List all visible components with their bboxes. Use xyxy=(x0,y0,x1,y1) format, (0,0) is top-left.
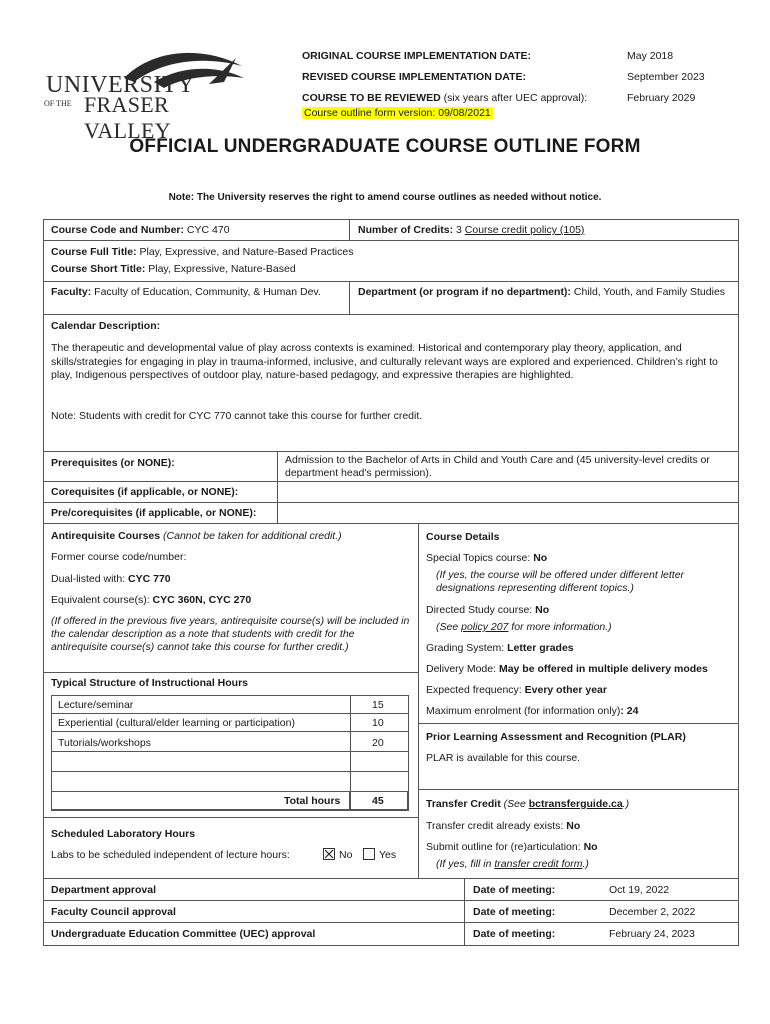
revised-date-value: September 2023 xyxy=(627,71,705,83)
credit-policy-link[interactable]: Course credit policy (105) xyxy=(464,224,585,236)
corequisites-label: Corequisites (if applicable, or NONE): xyxy=(51,486,239,498)
delivery-label: Delivery Mode: xyxy=(426,663,499,675)
dual-listed-label: Dual-listed with: xyxy=(51,573,129,585)
antirequisite-calendar-note: (If offered in the previous five years, antirequisite course(s) will be included in the calendar description as a note that students with credit for the antirequisite course(s) cannot take this course for further credit.) xyxy=(51,615,410,653)
plar-label: Prior Learning Assessment and Recognition (PLAR) xyxy=(426,731,686,743)
university-logo xyxy=(44,48,244,143)
directed-note-post: for more information.) xyxy=(508,621,612,633)
directed-study-value: No xyxy=(535,604,550,616)
logo-of-the-text: OF THE xyxy=(44,99,72,108)
former-course-label: Former course code/number: xyxy=(51,551,187,563)
calendar-description-cell xyxy=(43,314,739,452)
transfer-note-pre: (See xyxy=(500,798,529,810)
hours-row xyxy=(51,771,351,792)
special-topics-label: Special Topics course: xyxy=(426,552,534,564)
original-date-value: May 2018 xyxy=(627,50,674,62)
lab-yes-checkbox[interactable] xyxy=(363,848,375,860)
original-date-label: ORIGINAL COURSE IMPLEMENTATION DATE: xyxy=(302,50,532,62)
lab-no-checkbox[interactable] xyxy=(323,848,335,860)
special-topics-note: (If yes, the course will be offered under different letter designations representing different topics.) xyxy=(436,569,685,594)
plar-text: PLAR is available for this course. xyxy=(426,752,581,764)
approval-date: Oct 19, 2022 xyxy=(609,884,670,896)
rearticulation-label: Submit outline for (re)articulation: xyxy=(426,841,584,853)
logo-fraser-valley-text: FRASER VALLEY xyxy=(84,92,171,143)
checkbox-x-icon xyxy=(324,849,334,859)
hours-row-name: Lecture/seminar xyxy=(58,699,134,711)
frequency-label: Expected frequency: xyxy=(426,684,525,696)
form-title: OFFICIAL UNDERGRADUATE COURSE OUTLINE FORM xyxy=(129,136,641,157)
transfer-form-note-pre: (If yes, fill in xyxy=(436,858,495,870)
transfer-credit-form-link[interactable]: transfer credit form xyxy=(494,858,583,870)
precorequisites-value-cell xyxy=(277,502,739,524)
lab-no-label: No xyxy=(339,849,353,861)
transfer-exists-value: No xyxy=(566,820,581,832)
lab-hours-question: Labs to be scheduled independent of lecture hours: xyxy=(51,849,290,861)
full-title-label: Course Full Title: xyxy=(51,246,137,258)
logo-university-text: UNIVERSITY xyxy=(46,72,195,98)
review-date-label: COURSE TO BE REVIEWED xyxy=(302,92,441,104)
lab-yes-label: Yes xyxy=(379,849,397,861)
review-date-note: (six years after UEC approval): xyxy=(440,92,588,104)
short-title-value: Play, Expressive, Nature-Based xyxy=(145,263,296,275)
frequency-value: Every other year xyxy=(524,684,607,696)
revised-date-label: REVISED COURSE IMPLEMENTATION DATE: xyxy=(302,71,527,83)
hours-row-value: 20 xyxy=(372,737,384,749)
approval-date: December 2, 2022 xyxy=(609,906,696,918)
directed-note-pre: (See xyxy=(436,621,462,633)
hours-row xyxy=(51,751,351,772)
implementation-dates xyxy=(302,50,732,134)
department-label: Department (or program if no department): xyxy=(358,286,571,298)
transfer-note-post: .) xyxy=(622,798,630,810)
prerequisites-label: Prerequisites (or NONE): xyxy=(51,457,175,469)
review-date-value: February 2029 xyxy=(627,92,696,104)
credits-label: Number of Credits: xyxy=(358,224,454,236)
transfer-exists-label: Transfer credit already exists: xyxy=(426,820,567,832)
course-code-label: Course Code and Number: xyxy=(51,224,185,236)
faculty-label: Faculty: xyxy=(51,286,92,298)
hours-row-name: Tutorials/workshops xyxy=(58,737,151,749)
equivalent-label: Equivalent course(s): xyxy=(51,594,153,606)
grading-value: Letter grades xyxy=(507,642,574,654)
grading-label: Grading System: xyxy=(426,642,508,654)
hours-cell xyxy=(350,751,409,772)
hours-row-value: 10 xyxy=(372,717,384,729)
instructional-hours-label: Typical Structure of Instructional Hours xyxy=(51,677,248,689)
credits-value: 3 xyxy=(453,224,465,236)
approval-date-label: Date of meeting: xyxy=(473,928,556,940)
hours-cell xyxy=(350,771,409,792)
equivalent-value: CYC 360N, CYC 270 xyxy=(152,594,252,606)
antirequisites-label: Antirequisite Courses xyxy=(51,530,161,542)
faculty-value: Faculty of Education, Community, & Human Dev. xyxy=(91,286,321,298)
bctransferguide-link[interactable]: bctransferguide.ca xyxy=(528,798,623,810)
amend-note: Note: The University reserves the right to amend course outlines as needed without notice. xyxy=(168,192,602,203)
transfer-credit-label: Transfer Credit xyxy=(426,798,501,810)
enrolment-label: Maximum enrolment (for information only) xyxy=(426,705,621,717)
approval-name: Faculty Council approval xyxy=(51,906,176,918)
course-code-value: CYC 470 xyxy=(184,224,230,236)
rearticulation-value: No xyxy=(583,841,598,853)
approval-date: February 24, 2023 xyxy=(609,928,695,940)
directed-study-label: Directed Study course: xyxy=(426,604,536,616)
hours-total-label: Total hours xyxy=(284,795,341,807)
antirequisites-note: (Cannot be taken for additional credit.) xyxy=(160,530,342,542)
precorequisites-label: Pre/corequisites (if applicable, or NONE): xyxy=(51,507,257,519)
hours-total-value: 45 xyxy=(372,795,384,807)
special-topics-value: No xyxy=(533,552,548,564)
calendar-antireq-note: Note: Students with credit for CYC 770 cannot take this course for further credit. xyxy=(51,410,423,422)
transfer-form-note-post: .) xyxy=(582,858,589,870)
delivery-value: May be offered in multiple delivery modes xyxy=(498,663,708,675)
prerequisites-value: Admission to the Bachelor of Arts in Child and Youth Care and (45 university-level credits or department head's permission). xyxy=(285,454,710,479)
approval-name: Department approval xyxy=(51,884,157,896)
form-version-highlight: Course outline form version: 09/08/2021 xyxy=(304,107,491,119)
dual-listed-value: CYC 770 xyxy=(128,573,171,585)
policy-207-link[interactable]: policy 207 xyxy=(461,621,509,633)
department-value: Child, Youth, and Family Studies xyxy=(570,286,726,298)
calendar-description-text: The therapeutic and developmental value of play across contexts is examined. Historical and contemporary play theory, application, and skills/strategies for engaging in play in trauma-informed, inclusive, and culturally relevant ways are explored and experienced. Children’s right to play, Indigenous perspectives of outdoor play, nature-based pedagogy, and expressive therapies are highlighted. xyxy=(51,342,718,381)
hours-row-name: Experiential (cultural/elder learning or participation) xyxy=(58,717,295,729)
approval-date-label: Date of meeting: xyxy=(473,884,556,896)
hours-row-value: 15 xyxy=(372,699,384,711)
course-details-label: Course Details xyxy=(426,531,500,543)
calendar-description-label: Calendar Description: xyxy=(51,320,161,332)
corequisites-value-cell xyxy=(277,481,739,503)
approval-date-label: Date of meeting: xyxy=(473,906,556,918)
short-title-label: Course Short Title: xyxy=(51,263,146,275)
lab-hours-label: Scheduled Laboratory Hours xyxy=(51,828,196,840)
approval-name: Undergraduate Education Committee (UEC) approval xyxy=(51,928,316,940)
enrolment-value: : 24 xyxy=(620,705,639,717)
full-title-value: Play, Expressive, and Nature-Based Practices xyxy=(136,246,354,258)
